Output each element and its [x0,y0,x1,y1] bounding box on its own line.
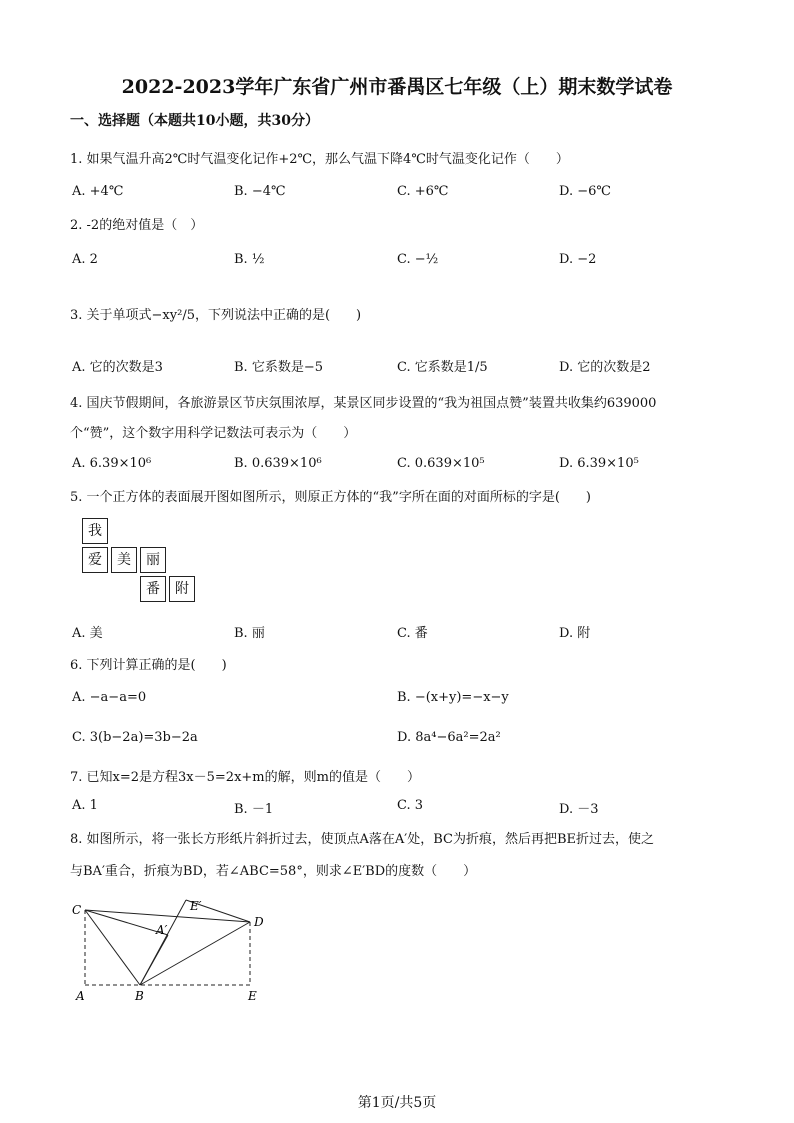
q3-option-b: B. 它系数是−5 [234,360,323,375]
q2-option-c: C. −½ [397,252,439,267]
label-e-prime: E′ [190,899,202,913]
q6-option-b: B. −(x+y)=−x−y [397,690,509,705]
question-7: 7. 已知x=2是方程3x－5=2x+m的解，则m的值是（ ） [70,770,420,785]
q7-option-c: C. 3 [397,798,424,813]
section-heading: 一、选择题（本题共10小题，共30分） [70,113,319,129]
net-cell-wo: 我 [82,518,108,544]
label-b: B [135,989,144,1003]
label-c: C [72,903,82,917]
net-cell-fan: 番 [140,576,166,602]
q4-option-c: C. 0.639×10⁵ [397,456,485,471]
q2-option-a: A. 2 [72,252,98,267]
q7-option-b: B. －1 [234,802,274,817]
q5-option-c: C. 番 [397,626,428,641]
q2-option-d: D. −2 [559,252,597,267]
q3-option-a: A. 它的次数是3 [72,360,163,375]
q5-option-b: B. 丽 [234,626,265,641]
label-a: A [76,989,85,1003]
fold-figure [68,890,278,1010]
q6-option-c: C. 3(b−2a)=3b−2a [72,730,198,745]
q1-option-b: B. −4℃ [234,184,286,199]
question-1: 1. 如果气温升高2℃时气温变化记作+2℃，那么气温下降4℃时气温变化记作（ ） [70,152,569,167]
q2-option-b: B. ½ [234,252,265,267]
net-cell-li: 丽 [140,547,166,573]
question-8-line2: 与BA′重合，折痕为BD，若∠ABC=58°，则求∠E′BD的度数（ ） [70,864,477,879]
q4-option-b: B. 0.639×10⁶ [234,456,322,471]
q7-option-d: D. －3 [559,802,599,817]
q1-option-a: A. +4℃ [72,184,124,199]
question-4: 4. 国庆节假期间，各旅游景区节庆氛围浓厚，某景区同步设置的“我为祖国点赞”装置共收集约639000 [70,396,657,411]
q7-option-a: A. 1 [72,798,98,813]
net-cell-mei: 美 [111,547,137,573]
q1-option-c: C. +6℃ [397,184,449,199]
question-8: 8. 如图所示，将一张长方形纸片斜折过去，使顶点A落在A′处，BC为折痕，然后再把BE折过去，使之 [70,832,655,847]
question-3: 3. 关于单项式−xy²/5，下列说法中正确的是( ) [70,308,362,323]
page-title: 2022-2023学年广东省广州市番禺区七年级（上）期末数学试卷 [121,76,673,98]
net-cell-ai: 爱 [82,547,108,573]
q3-option-c: C. 它系数是1/5 [397,360,488,375]
question-4-line2: 个“赞”，这个数字用科学记数法可表示为（ ） [70,426,357,441]
q4-option-a: A. 6.39×10⁶ [72,456,152,471]
label-a-prime: A′ [156,923,168,937]
question-6: 6. 下列计算正确的是( ) [70,658,227,673]
label-e: E [248,989,257,1003]
q6-option-d: D. 8a⁴−6a²=2a² [397,730,501,745]
q4-option-d: D. 6.39×10⁵ [559,456,639,471]
q5-option-a: A. 美 [72,626,103,641]
page-footer: 第1页/共5页 [357,1095,437,1111]
q3-option-d: D. 它的次数是2 [559,360,651,375]
q6-option-a: A. −a−a=0 [72,690,147,705]
net-cell-fu: 附 [169,576,195,602]
label-d: D [254,915,264,929]
question-2: 2. -2的绝对值是（ ） [70,218,204,233]
q5-option-d: D. 附 [559,626,591,641]
question-5: 5. 一个正方体的表面展开图如图所示，则原正方体的“我”字所在面的对面所标的字是( ) [70,490,591,505]
cube-net-figure [82,518,196,604]
q1-option-d: D. −6℃ [559,184,611,199]
